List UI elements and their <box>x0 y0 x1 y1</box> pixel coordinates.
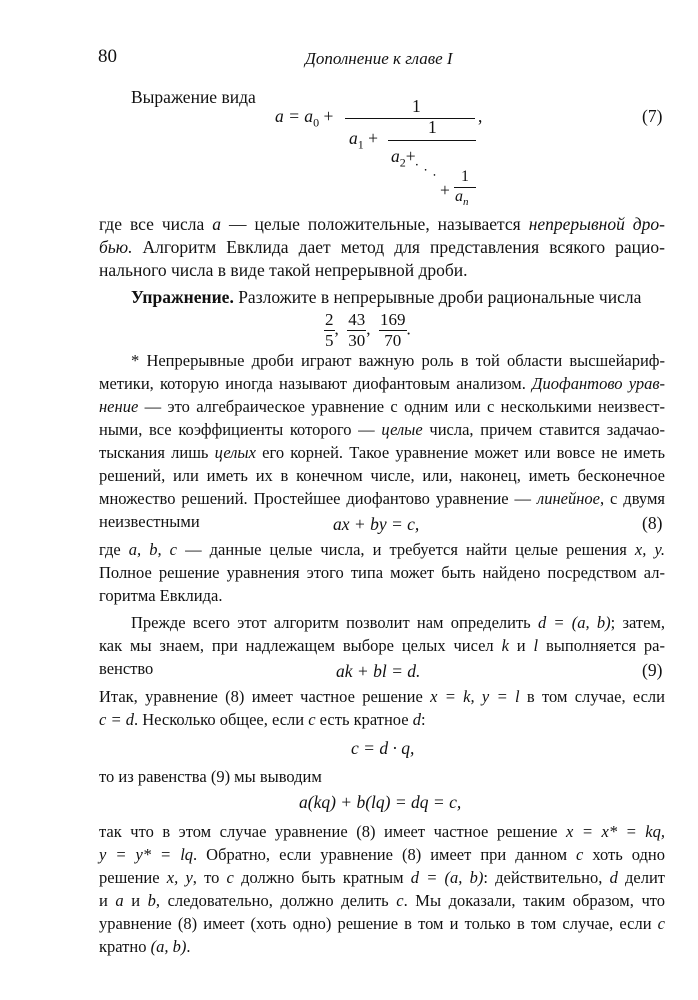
running-title: Дополнение к главе I <box>305 49 453 68</box>
text-line: y = y* = lq. Обратно, если уравнение (8) имеет при данном c хоть одно <box>99 845 666 864</box>
cf-plus-last: + <box>440 180 450 200</box>
cf-a1: $a_1$ + <box>349 128 378 152</box>
text-line: уравнение (8) имеет (хоть одно) решение в том и только в том случае, если c <box>99 914 665 933</box>
text-line: Полное решение уравнения этого типа может быть найдено посредством ал- <box>99 563 665 582</box>
fraction: $\frac{43}{30}$ <box>348 310 366 350</box>
text-line: метики, которую иногда называют диофантовым анализом. Диофантово урав- <box>99 374 665 393</box>
cf-one-3: 1 <box>461 168 469 185</box>
fraction: $\frac{169}{70}$ <box>380 310 406 350</box>
cf-intro: Выражение вида <box>131 87 256 107</box>
exercise-label: Упражнение. <box>131 287 234 307</box>
eq-number-8: (8) <box>642 513 663 533</box>
text-line: так что в этом случае уравнение (8) имеет частное решение x = x* = kq, <box>99 822 665 841</box>
text-line: где все числа a — целые положительные, называется непрерывной дро- <box>99 214 665 234</box>
cf-dots: · · · <box>410 158 441 184</box>
cf-a2: $a_2+$ <box>391 146 416 170</box>
equation-akq: a(kq) + b(lq) = dq = c, <box>299 792 462 812</box>
eq-number-9: (9) <box>642 660 663 680</box>
text-line: неизвестными <box>99 512 200 531</box>
text-line: Итак, уравнение (8) имеет частное решение x = k, y = l в том случае, если <box>99 687 665 706</box>
cf-bar-1 <box>345 118 475 119</box>
fraction: $\frac{2}{5}$ <box>325 310 334 350</box>
exercise-line: Упражнение. Разложите в непрерывные дроби рациональные числа <box>131 287 642 307</box>
text-line: тыскания лишь целых его корней. Такое уравнение может или вовсе не иметь <box>99 443 665 462</box>
page-number: 80 <box>98 46 117 67</box>
text-line: и a и b, следовательно, должно делить c. Мы доказали, таким образом, что <box>99 891 665 910</box>
text-line: венство <box>99 659 154 678</box>
cf-comma: , <box>478 106 483 126</box>
exercise-fractions: $\frac{2}{5}$ , $\frac{43}{30}$ , $\frac{169}{70}$ . <box>325 310 411 350</box>
equation-9: ak + bl = d. <box>336 661 421 681</box>
text-line: * Непрерывные дроби играют важную роль в той области высшейариф- <box>131 351 665 370</box>
cf-one-1: 1 <box>412 96 421 116</box>
cf-lhs: $a = a_0$ + <box>275 106 334 130</box>
cf-an: $a_n$ <box>455 188 469 209</box>
text-line: Прежде всего этот алгоритм позволит нам определить d = (a, b); затем, <box>131 613 665 632</box>
equation-c-dq: c = d · q, <box>351 738 415 758</box>
text-line: ными, все коэффициенты которого — целые числа, причем ставится задачаo- <box>99 420 665 439</box>
text-line: бью. Алгоритм Евклида дает метод для представления всякого рацио- <box>99 237 665 257</box>
text-line: множество решений. Простейшее диофантово уравнение — линейное, с двумя <box>99 489 665 508</box>
cf-one-2: 1 <box>428 117 437 137</box>
text-line: то из равенства (9) мы выводим <box>99 767 322 786</box>
continued-fraction <box>0 0 698 210</box>
text-line: c = d. Несколько общее, если c есть кратное d: <box>99 710 426 729</box>
text-line: горитма Евклида. <box>99 586 223 605</box>
text-line: нального числа в виде такой непрерывной дроби. <box>99 260 468 280</box>
equation-8: ax + by = c, <box>333 514 420 534</box>
text-line: решений, или иметь их в конечном числе, или, наконец, иметь бесконечное <box>99 466 665 485</box>
cf-bar-2 <box>388 140 476 141</box>
text-line: кратно (a, b). <box>99 937 191 956</box>
text-line: нение — это алгебраическое уравнение с одним или с несколькими неизвест- <box>99 397 665 416</box>
text-line: решение x, y, то c должно быть кратным d = (a, b): действительно, d делит <box>99 868 666 887</box>
text-line: как мы знаем, при надлежащем выборе целых чисел k и l выполняется ра- <box>99 636 665 655</box>
eq-number-7: (7) <box>642 106 663 126</box>
text-line: где a, b, c — данные целые числа, и требуется найти целые решения x, y. <box>99 540 665 559</box>
